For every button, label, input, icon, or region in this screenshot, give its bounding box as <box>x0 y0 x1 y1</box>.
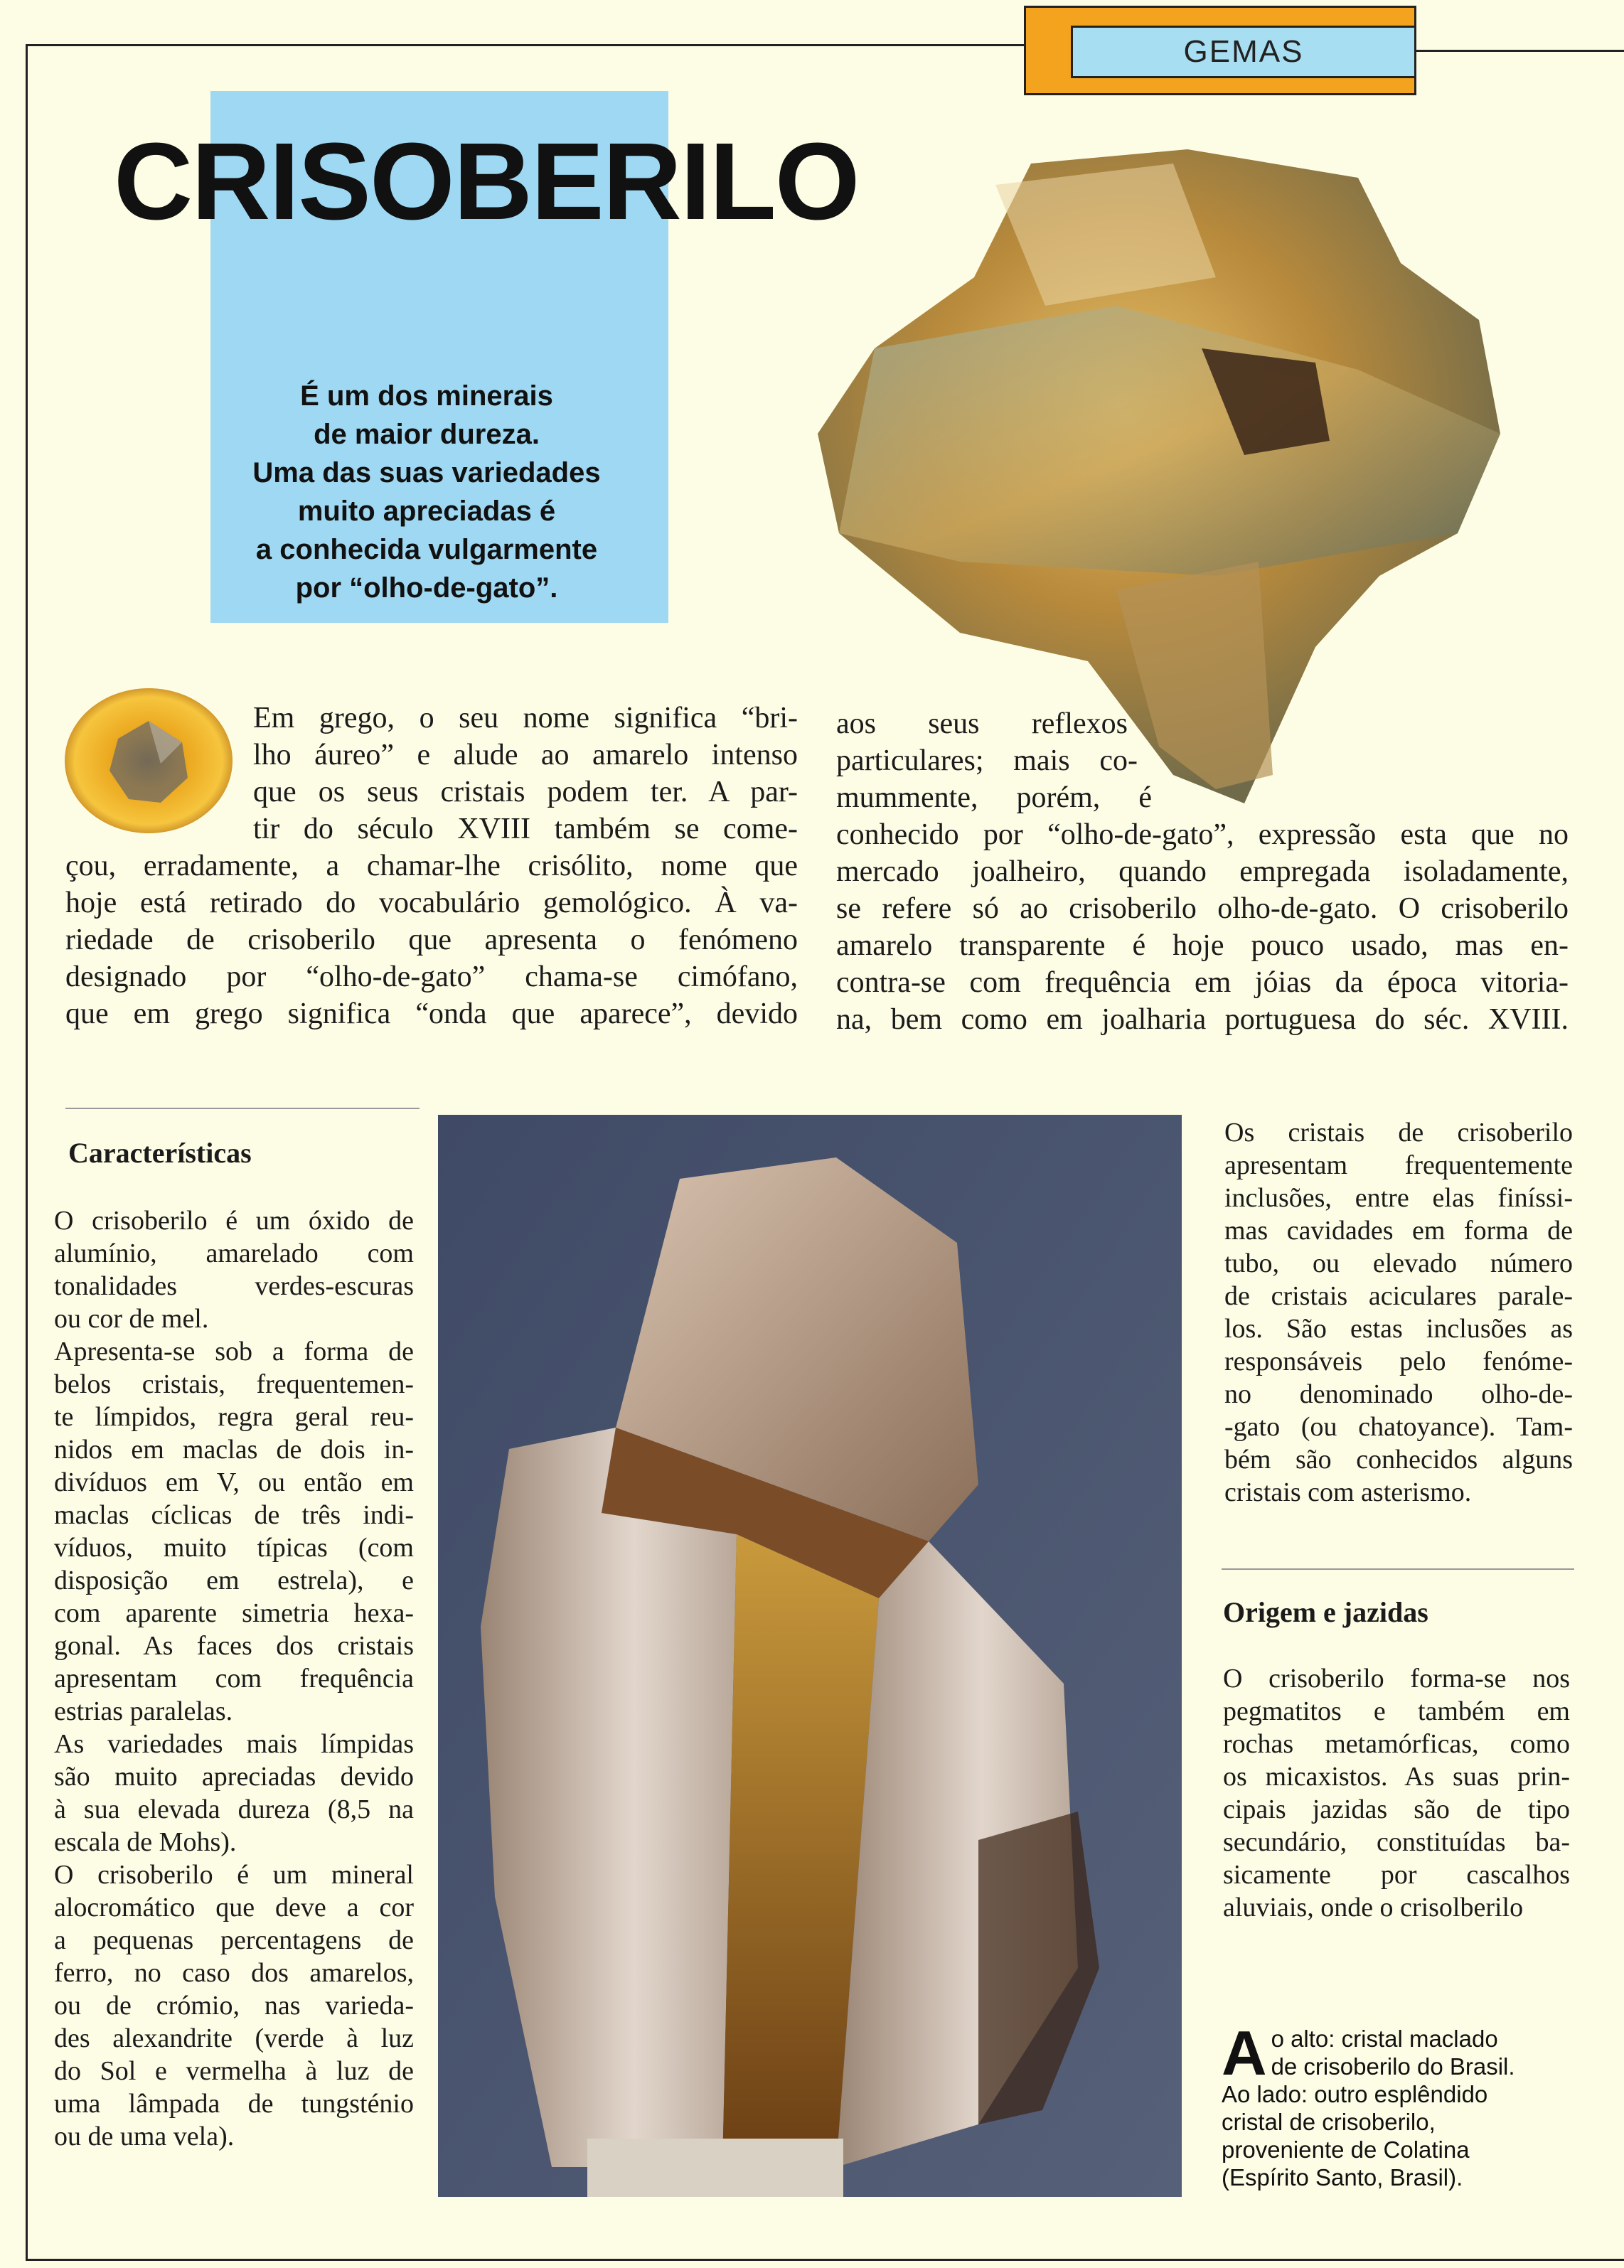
intro-text <box>235 377 619 607</box>
body-line: contra-se com frequência em jóias da época vitoria- <box>836 966 1569 999</box>
page-title: CRISOBERILO <box>114 120 859 242</box>
caption-line: de crisoberilo do Brasil. <box>1271 2053 1515 2080</box>
caption-dropcap: A <box>1222 2018 1267 2088</box>
column-line: à sua elevada dureza (8,5 na <box>54 1794 414 1824</box>
caption-line: (Espírito Santo, Brasil). <box>1222 2164 1463 2191</box>
column-line: secundário, constituídas ba- <box>1223 1827 1570 1857</box>
column-line: apresentam frequentemente <box>1224 1150 1573 1180</box>
caption-line: o alto: cristal maclado <box>1271 2026 1498 2052</box>
column-line: inclusões, entre elas finíssi- <box>1224 1183 1573 1213</box>
column-line: aluviais, onde o crisolberilo <box>1223 1893 1524 1922</box>
body-line: lho áureo” e alude ao amarelo intenso <box>253 739 798 771</box>
column-line: cristais com asterismo. <box>1224 1477 1472 1507</box>
column-line: com aparente simetria hexa- <box>54 1598 414 1628</box>
column-line: pegmatitos e também em <box>1223 1696 1570 1726</box>
column-line: -gato (ou chatoyance). Tam- <box>1224 1412 1573 1442</box>
column-line: O crisoberilo é um mineral <box>54 1860 414 1890</box>
origin-heading: Origem e jazidas <box>1223 1596 1428 1628</box>
caption-line: proveniente de Colatina <box>1222 2136 1470 2163</box>
column-line: des alexandrite (verde à luz <box>54 2023 414 2053</box>
body-line: designado por “olho-de-gato” chama-se cimófano, <box>65 961 798 993</box>
column-line: ou de uma vela). <box>54 2122 235 2151</box>
column-line: mas cavidades em forma de <box>1224 1216 1573 1246</box>
section-label: GEMAS <box>1183 34 1304 69</box>
body-line: aos seus reflexos <box>836 707 1128 740</box>
column-line: O crisoberilo forma-se nos <box>1223 1664 1570 1694</box>
body-line: conhecido por “olho-de-gato”, expressão esta que no <box>836 818 1569 851</box>
column-line: responsáveis pelo fenóme- <box>1224 1347 1573 1376</box>
body-line: Em grego, o seu nome significa “bri- <box>253 702 798 734</box>
body-line: mummente, porém, é <box>836 781 1152 814</box>
column-line: os micaxistos. As suas prin- <box>1223 1762 1570 1792</box>
column-line: alumínio, amarelado com <box>54 1239 414 1268</box>
body-line: tir do século XVIII também se come- <box>253 813 798 845</box>
frame-left <box>26 44 28 2261</box>
column-line: belos cristais, frequentemen- <box>54 1369 414 1399</box>
column-line: nidos em maclas de dois in- <box>54 1435 414 1465</box>
intro-line: a conhecida vulgarmente <box>255 534 598 565</box>
column-line: ou de crómio, nas varieda- <box>54 1991 414 2021</box>
intro-line: muito apreciadas é <box>297 496 556 527</box>
intro-line: por “olho-de-gato”. <box>295 572 558 604</box>
origin-text <box>1223 1662 1570 1924</box>
column-line: maclas cíclicas de três indi- <box>54 1500 414 1530</box>
column-line: gonal. As faces dos cristais <box>54 1631 414 1661</box>
body-line: çou, erradamente, a chamar-lhe crisólito, nome que <box>65 850 798 882</box>
column-line: los. São estas inclusões as <box>1224 1314 1573 1344</box>
inclusions-text <box>1224 1116 1573 1509</box>
column-line: cipais jazidas são de tipo <box>1223 1794 1570 1824</box>
column-line: As variedades mais límpidas <box>54 1729 414 1759</box>
section-tab <box>1071 26 1416 78</box>
column-line: apresentam com frequência <box>54 1664 414 1694</box>
caption-line: cristal de crisoberilo, <box>1222 2109 1436 2135</box>
column-line: são muito apreciadas devido <box>54 1762 414 1792</box>
frame-bottom <box>26 2259 1624 2261</box>
column-line: O crisoberilo é um óxido de <box>54 1206 414 1236</box>
body-line: particulares; mais co- <box>836 744 1138 777</box>
crystal-prism-photo <box>438 1115 1182 2197</box>
photo-caption <box>1222 2018 1534 2191</box>
column-line: uma lâmpada de tungsténio <box>54 2089 414 2119</box>
column-line: víduos, muito típicas (com <box>54 1533 414 1563</box>
column-line: ou cor de mel. <box>54 1304 209 1334</box>
section-rule <box>65 1108 420 1109</box>
column-line: te límpidos, regra geral reu- <box>54 1402 414 1432</box>
section-rule <box>1222 1568 1574 1570</box>
body-text-right <box>836 705 1569 1038</box>
column-line: bém são conhecidos alguns <box>1224 1445 1573 1475</box>
column-line: disposição em estrela), e <box>54 1566 414 1595</box>
column-line: divíduos em V, ou então em <box>54 1467 414 1497</box>
body-line: riedade de crisoberilo que apresenta o fenómeno <box>65 924 798 956</box>
column-line: do Sol e vermelha à luz de <box>54 2056 414 2086</box>
body-text-left <box>65 700 798 1032</box>
column-line: tubo, ou elevado número <box>1224 1248 1573 1278</box>
column-line: a pequenas percentagens de <box>54 1925 414 1955</box>
body-line: mercado joalheiro, quando empregada isoladamente, <box>836 855 1569 888</box>
caption-line: Ao lado: outro esplêndido <box>1222 2081 1488 2107</box>
characteristics-text <box>54 1204 414 2153</box>
column-line: Apresenta-se sob a forma de <box>54 1337 414 1366</box>
frame-top-left <box>26 44 1025 46</box>
body-line: amarelo transparente é hoje pouco usado, mas en- <box>836 929 1569 962</box>
intro-line: É um dos minerais <box>300 380 553 412</box>
column-line: alocromático que deve a cor <box>54 1893 414 1922</box>
column-line: sicamente por cascalhos <box>1223 1860 1570 1890</box>
frame-top-right <box>1416 50 1624 52</box>
column-line: estrias paralelas. <box>54 1696 233 1726</box>
intro-line: de maior dureza. <box>314 419 540 450</box>
body-line: se refere só ao crisoberilo olho-de-gato. O crisoberilo <box>836 892 1569 925</box>
column-line: Os cristais de crisoberilo <box>1224 1118 1573 1148</box>
column-line: de cristais aciculares parale- <box>1224 1281 1573 1311</box>
column-line: escala de Mohs). <box>54 1827 237 1857</box>
column-line: rochas metamórficas, como <box>1223 1729 1570 1759</box>
column-line: tonalidades verdes-escuras <box>54 1271 414 1301</box>
characteristics-heading: Características <box>68 1137 252 1169</box>
body-line: que em grego significa “onda que aparece”, devido <box>65 997 798 1030</box>
body-line: que os seus cristais podem ter. A par- <box>253 776 798 808</box>
column-line: ferro, no caso dos amarelos, <box>54 1958 414 1988</box>
intro-line: Uma das suas variedades <box>252 457 601 488</box>
body-line: na, bem como em joalharia portuguesa do séc. XVIII. <box>836 1003 1569 1036</box>
column-line: no denominado olho-de- <box>1224 1379 1573 1409</box>
body-line: hoje está retirado do vocabulário gemológico. À va- <box>65 887 798 919</box>
